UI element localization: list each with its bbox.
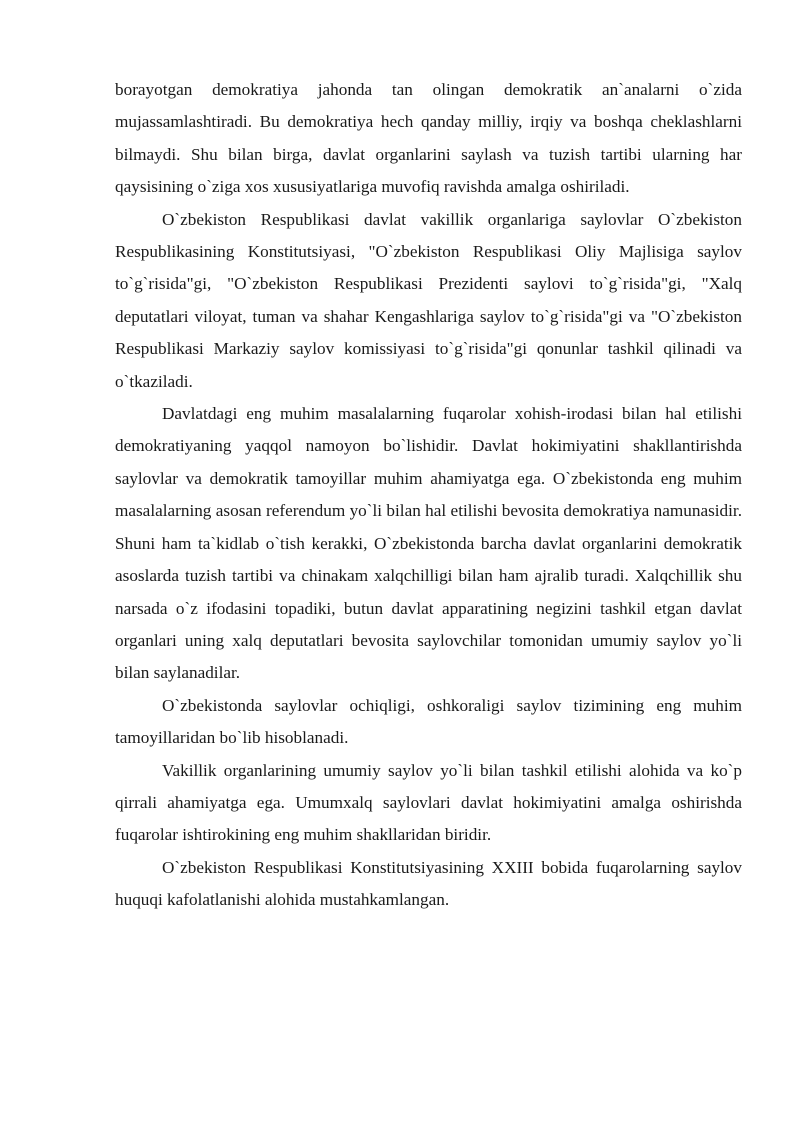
paragraph-continuation: borayotgan demokratiya jahonda tan olingan demokratik an`analarni o`zida mujassamlashtiradi. Bu demokratiya hech qanday milliy, irqiy va boshqa cheklashlarni bilmaydi. Shu bilan birga, davlat organlarini saylash va tuzish tartibi ularning har qaysisining o`ziga xos xususiyatlariga muvofiq ravishda amalga oshiriladi. — [115, 80, 742, 197]
paragraph-democracy: Davlatdagi eng muhim masalalarning fuqarolar xohish-irodasi bilan hal etilishi demokratiyaning yaqqol namoyon bo`lishidir. Davlat hokimiyatini shakllantirishda saylovlar va demokratik tamoyillar muhim ahamiyatga ega. O`zbekistonda eng muhim masalalarning asosan referendum yo`li bilan hal etilishi bevosita demokratiya namunasidir. Shuni ham ta`kidlab o`tish kerakki, O`zbekistonda barcha davlat organlarini demokratik asoslarda tuzish tartibi va chinakam xalqchilligi bilan ham ajralib turadi. Xalqchillik shu narsada o`z ifodasini topadiki, butun davlat apparatining negizini tashkil etgan davlat organlari uning xalq deputatlari bevosita saylovchilar tomonidan umumiy saylov yo`li bilan saylanadilar. — [115, 404, 742, 683]
paragraph-election-laws: O`zbekiston Respublikasi davlat vakillik organlariga saylovlar O`zbekiston Respublikasining Konstitutsiyasi, "O`zbekiston Respublikasi Oliy Majlisiga saylov to`g`risida"gi, "O`zbekiston Respublikasi Prezidenti saylovi to`g`risida"gi, "Xalq deputatlari viloyat, tuman va shahar Kengashlariga saylov to`g`risida"gi va "O`zbekiston Respublikasi Markaziy saylov komissiyasi to`g`risida"gi qonunlar tashkil qilinadi va o`tkaziladi. — [115, 209, 742, 391]
paragraph-constitution: O`zbekiston Respublikasi Konstitutsiyasining XXIII bobida fuqarolarning saylov huquqi kafolatlanishi alohida mustahkamlangan. — [115, 857, 742, 910]
paragraph-representative-bodies: Vakillik organlarining umumiy saylov yo`li bilan tashkil etilishi alohida va ko`p qirrali ahamiyatga ega. Umumxalq saylovlari davlat hokimiyatini amalga oshirishda fuqarolar ishtirokining eng muhim shakllaridan biridir. — [115, 760, 742, 845]
document-page — [115, 74, 742, 917]
paragraph-openness: O`zbekistonda saylovlar ochiqligi, oshkoraligi saylov tizimining eng muhim tamoyillaridan bo`lib hisoblanadi. — [115, 695, 742, 748]
